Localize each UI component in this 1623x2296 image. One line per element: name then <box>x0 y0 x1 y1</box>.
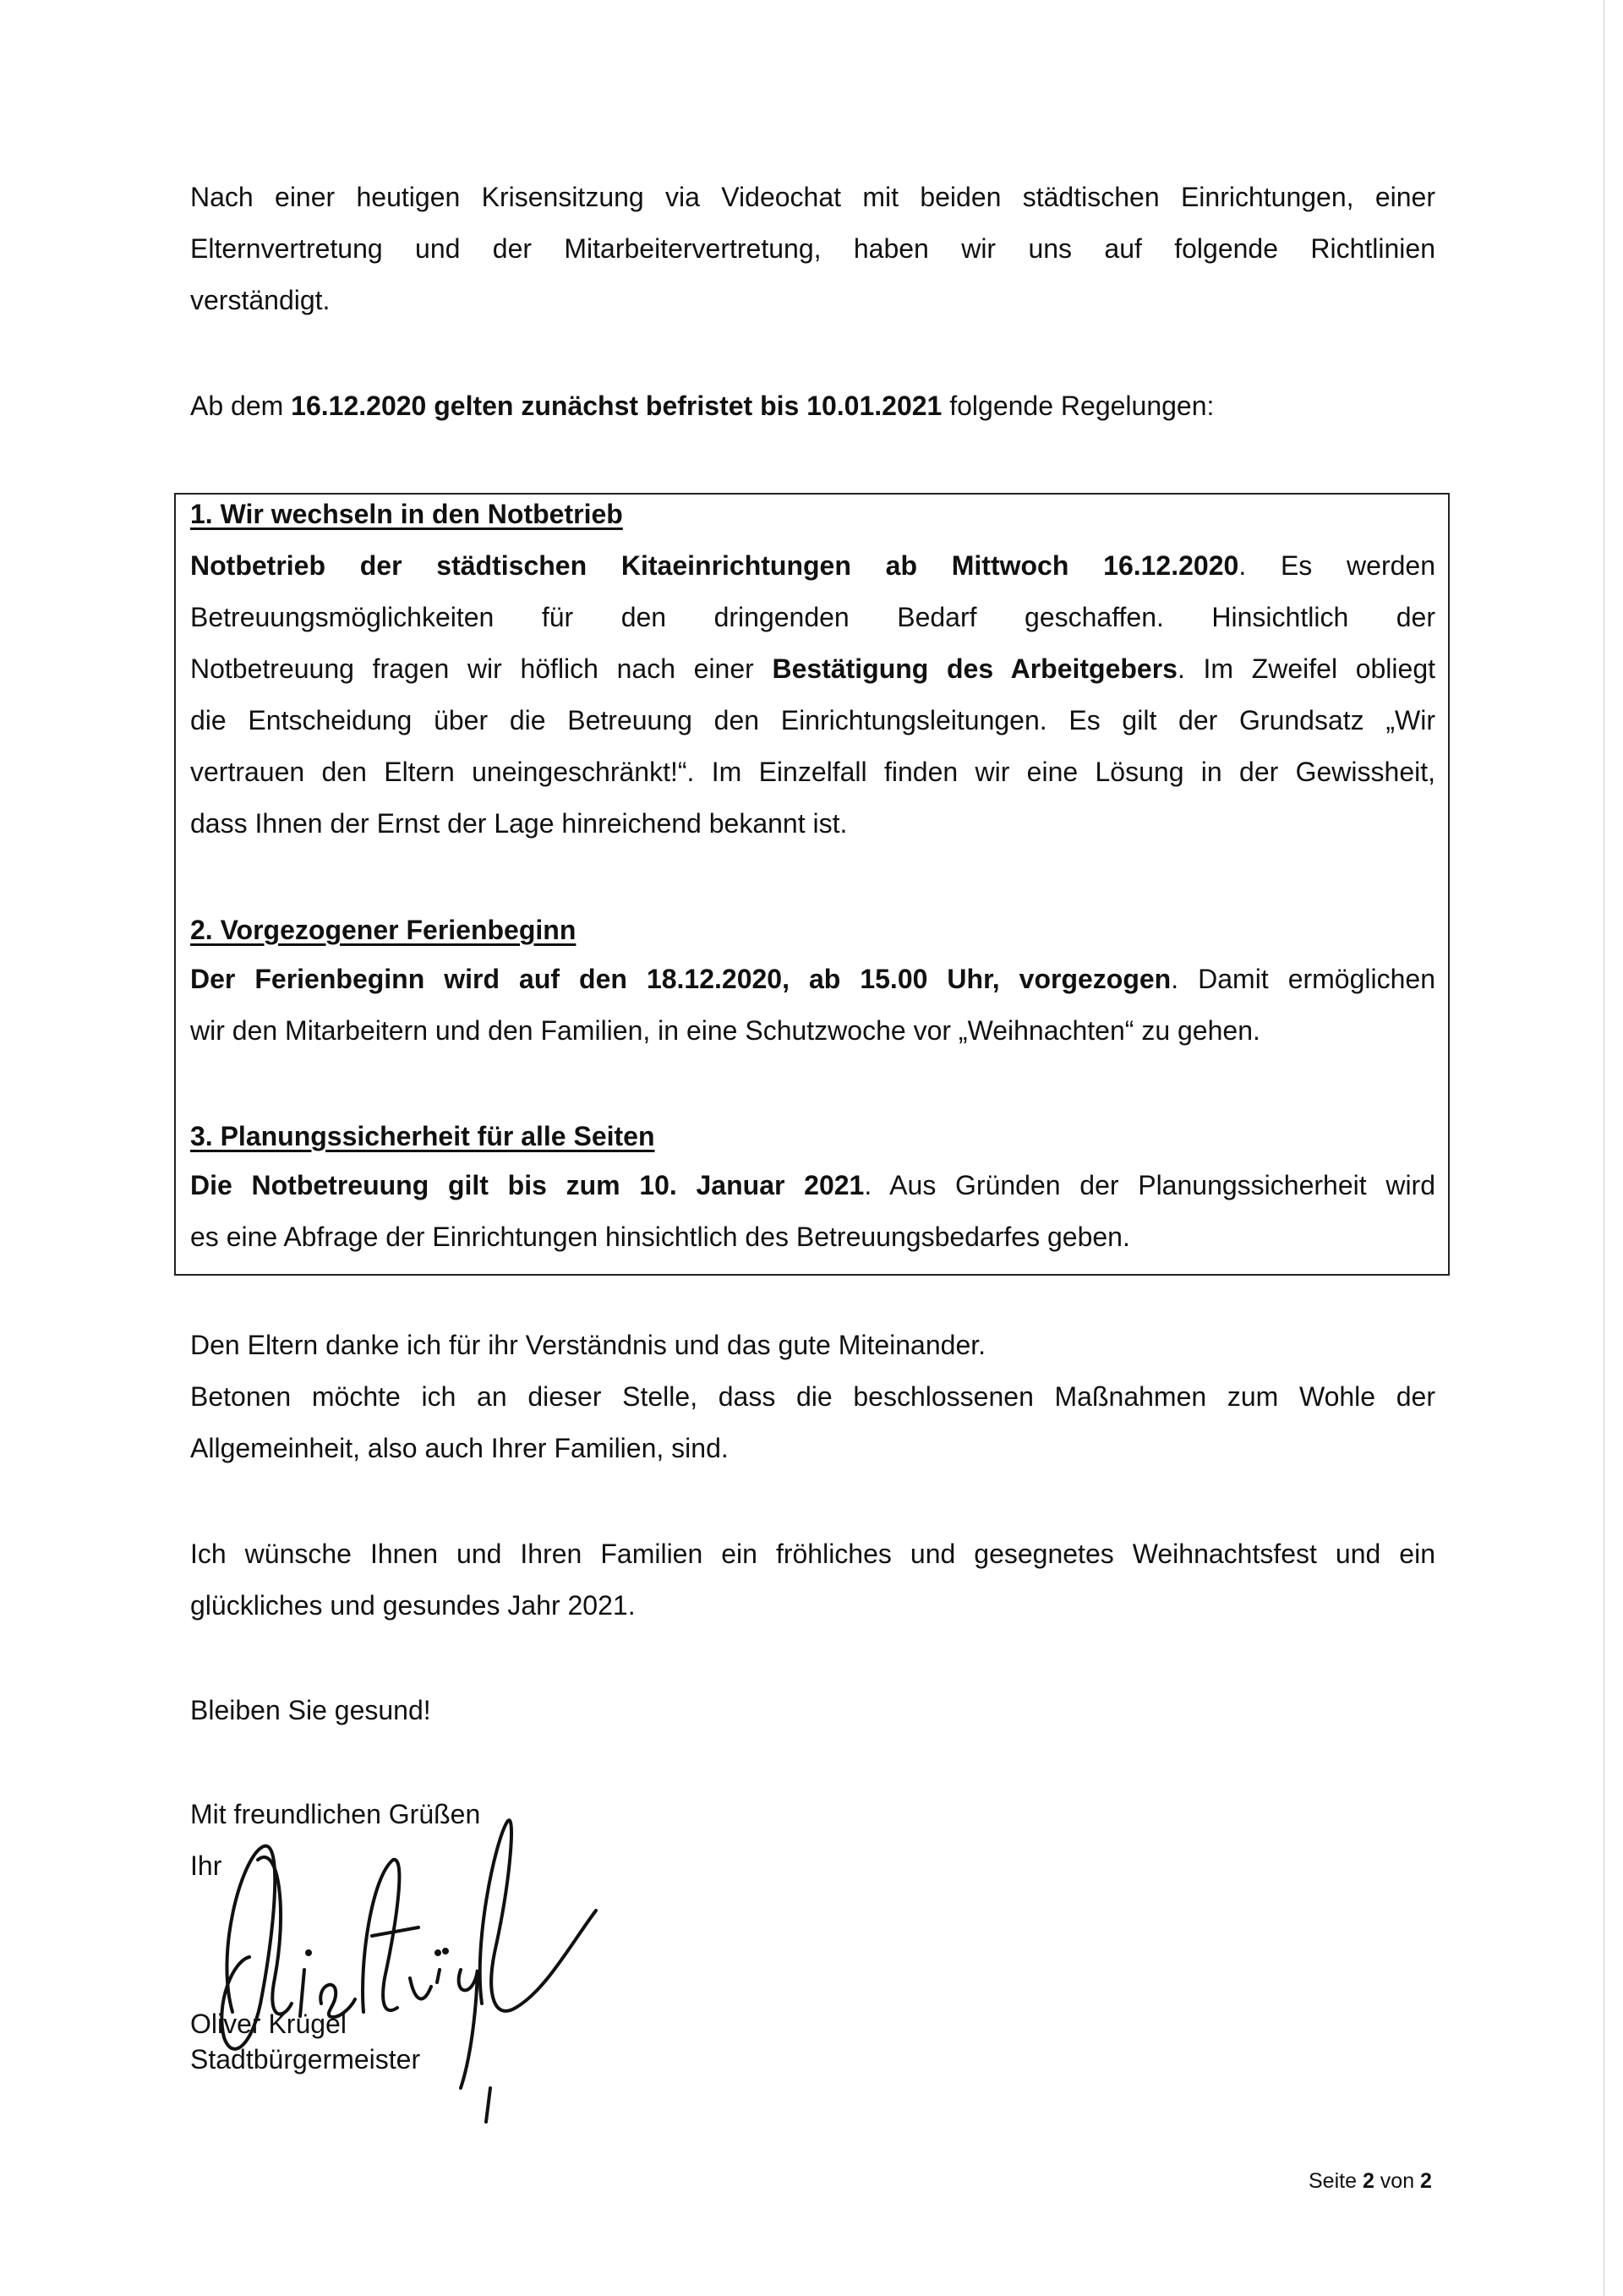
text-line <box>190 540 1435 592</box>
text-line <box>190 1528 1435 1580</box>
bold-text: Bestätigung des Arbeitgebers <box>772 653 1178 684</box>
text-run: Ihr <box>190 1850 222 1881</box>
text-line <box>190 1371 1435 1423</box>
text-line <box>190 172 1435 223</box>
text-run: Betonen möchte ich an dieser Stelle, dass die beschlossenen Maßnahmen zum Wohle der <box>190 1381 1435 1412</box>
text-line <box>190 798 1435 850</box>
stay-healthy <box>190 1685 1435 1736</box>
bold-text: Notbetrieb der städtischen Kitaeinrichtungen ab Mittwoch 16.12.2020 <box>190 550 1239 581</box>
text-line <box>190 1211 1435 1263</box>
regulation-intro <box>190 380 1435 432</box>
section-2-body <box>190 954 1435 1057</box>
section-1-heading <box>190 489 1435 540</box>
text-run: wir den Mitarbeitern und den Familien, in eine Schutzwoche vor „Weihnachten“ zu gehen. <box>190 1015 1260 1046</box>
text-run: Nach einer heutigen Krisensitzung via Videochat mit beiden städtischen Einrichtungen, einer <box>190 182 1435 212</box>
thanks <box>190 1320 1435 1474</box>
text-run: 3. Planungssicherheit für alle Seiten <box>190 1121 655 1151</box>
text-line <box>190 1580 1435 1632</box>
text-run: Ab dem <box>190 391 292 421</box>
intro <box>190 172 1435 326</box>
text-line <box>190 223 1435 275</box>
bold-text: 16.12.2020 gelten zunächst befristet bis 10.01.2021 <box>291 391 943 421</box>
text-line <box>190 643 1435 695</box>
bold-text: Die Notbetreuung gilt bis zum 10. Januar 2021 <box>190 1170 865 1200</box>
section-3-body <box>190 1160 1435 1263</box>
text-line <box>190 380 1435 432</box>
current-page: 2 <box>1362 2169 1374 2193</box>
signatory-name: Oliver Krügel <box>190 2009 347 2039</box>
section-3-heading <box>190 1111 1435 1162</box>
text-run: folgende Regelungen: <box>942 391 1215 421</box>
text-line <box>190 1423 1435 1474</box>
signatory-title: Stadtbürgermeister <box>190 2044 421 2075</box>
text-run: Elternvertretung und der Mitarbeitervertretung, haben wir uns auf folgende Richtlinien <box>190 233 1435 264</box>
text-line <box>190 275 1435 326</box>
text-line <box>190 592 1435 643</box>
text-run: es eine Abfrage der Einrichtungen hinsichtlich des Betreuungsbedarfes geben. <box>190 1222 1130 1252</box>
page-middle: von <box>1374 2169 1421 2193</box>
text-line <box>190 1111 1435 1162</box>
page-number <box>1309 2169 1432 2194</box>
section-1-body <box>190 540 1435 850</box>
text-run: . Im Zweifel obliegt <box>1177 653 1436 684</box>
text-run: Bleiben Sie gesund! <box>190 1695 431 1725</box>
text-run: Den Eltern danke ich für ihr Verständnis und das gute Miteinander. <box>190 1330 986 1360</box>
text-run: Ich wünsche Ihnen und Ihren Familien ein fröhliches und gesegnetes Weihnachtsfest und ein <box>190 1539 1435 1569</box>
page-prefix: Seite <box>1309 2169 1363 2193</box>
text-run: 1. Wir wechseln in den Notbetrieb <box>190 499 623 529</box>
signature <box>182 1809 672 2147</box>
text-line <box>190 746 1435 798</box>
text-run: Allgemeinheit, also auch Ihrer Familien, sind. <box>190 1433 729 1463</box>
text-line <box>190 1320 1435 1371</box>
text-line <box>190 954 1435 1005</box>
section-2-heading <box>190 905 1435 956</box>
text-line <box>190 905 1435 956</box>
text-line <box>190 489 1435 540</box>
text-run: Notbetreuung fragen wir höflich nach einer <box>190 653 773 684</box>
text-run: . Damit ermöglichen <box>1171 964 1436 994</box>
text-line <box>190 695 1435 746</box>
text-run: verständigt. <box>190 285 331 315</box>
text-run: 2. Vorgezogener Ferienbeginn <box>190 915 577 945</box>
text-line <box>190 1005 1435 1057</box>
text-run: Betreuungsmöglichkeiten für den dringenden Bedarf geschaffen. Hinsichtlich der <box>190 602 1435 632</box>
bold-text: Der Ferienbeginn wird auf den 18.12.2020, ab 15.00 Uhr, vorgezogen <box>190 964 1172 994</box>
text-run: . Aus Gründen der Planungssicherheit wird <box>864 1170 1436 1200</box>
text-run: . Es werden <box>1238 550 1436 581</box>
total-pages: 2 <box>1420 2169 1432 2193</box>
text-run: glückliches und gesundes Jahr 2021. <box>190 1590 636 1621</box>
wishes <box>190 1528 1435 1632</box>
text-run: vertrauen den Eltern uneingeschränkt!“. Im Einzelfall finden wir eine Lösung in der Gewissheit, <box>190 757 1435 787</box>
text-run: die Entscheidung über die Betreuung den Einrichtungsleitungen. Es gilt der Grundsatz „Wir <box>190 705 1435 735</box>
text-run: dass Ihnen der Ernst der Lage hinreichend bekannt ist. <box>190 808 848 839</box>
text-line <box>190 1160 1435 1211</box>
text-run: Mit freundlichen Grüßen <box>190 1799 481 1829</box>
text-line <box>190 1685 1435 1736</box>
